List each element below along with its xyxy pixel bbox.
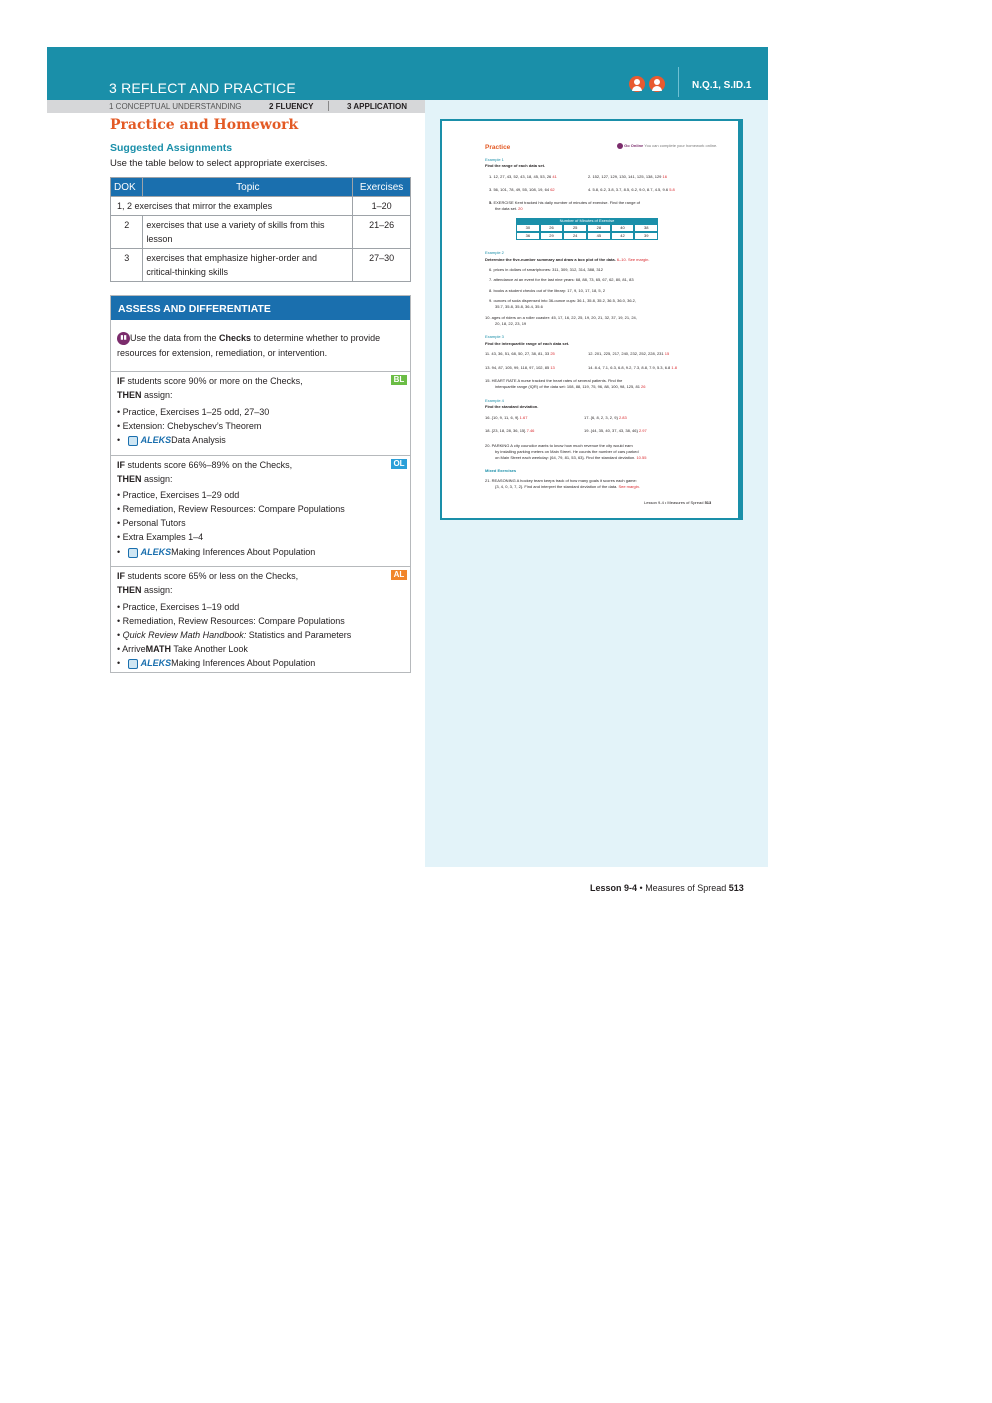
ol-item: • Remediation, Review Resources: Compare Populations bbox=[117, 504, 345, 514]
thumb-table-row bbox=[516, 232, 658, 240]
suggested-assignments-title: Suggested Assignments bbox=[110, 142, 233, 154]
bl-then-line: THEN assign: bbox=[117, 390, 173, 400]
page-number: 513 bbox=[728, 883, 744, 893]
ol-if-line: IF students score 66%–89% on the Checks, bbox=[117, 460, 293, 470]
thumb-example-4: Example 4 bbox=[485, 398, 504, 403]
thumb-ex-20-c: on Main Street each weekday: {64, 79, 81, 53, 63}. Find the standard deviation. 10.55 bbox=[495, 455, 647, 460]
bl-badge: BL bbox=[391, 375, 407, 385]
table-row bbox=[111, 249, 411, 282]
thumb-ex-3: 3. 56, 101, 78, 49, 55, 108, 19, 64 62 bbox=[489, 187, 555, 192]
al-quick-review-item: • Quick Review Math Handbook: Statistics and Parameters bbox=[117, 630, 352, 640]
assess-intro-line2: resources for extension, remediation, or intervention. bbox=[117, 348, 328, 358]
thumb-ex1-instructions: Find the range of each data set. bbox=[485, 163, 546, 168]
thumb-ex-11: 11. 43, 36, 51, 68, 50, 27, 38, 81, 33 25 bbox=[485, 351, 555, 356]
standards-label: N.Q.1, S.ID.1 bbox=[692, 80, 752, 91]
thumb-ex-9-b: 35.7, 35.8, 35.8, 36.4, 35.6 bbox=[495, 304, 543, 309]
tab-application: 3 APPLICATION bbox=[347, 102, 408, 111]
thumb-ex-10: 10. ages of riders on a roller coaster: 45, 17, 16, 22, 25, 19, 20, 21, 32, 37, 19, 21, 24, bbox=[485, 315, 637, 320]
thumb-ex-16: 16. {10, 9, 11, 6, 9} 1.67 bbox=[485, 415, 528, 420]
grouping-icons bbox=[629, 75, 669, 93]
al-if-line: IF students score 65% or less on the Checks, bbox=[117, 571, 299, 581]
table-row bbox=[111, 197, 411, 216]
al-badge: AL bbox=[391, 570, 407, 580]
section-title: 3 REFLECT AND PRACTICE bbox=[109, 80, 296, 96]
topic-header: Topic bbox=[143, 178, 353, 197]
thumb-table-cell: 36 bbox=[516, 232, 540, 240]
thumb-ex-1: 1. 12, 27, 43, 52, 43, 18, 45, 53, 26 41 bbox=[489, 174, 557, 179]
exercises-cell: 21–26 bbox=[353, 216, 411, 249]
thumb-ex-10-b: 20, 18, 22, 23, 19 bbox=[495, 321, 527, 326]
topic-cell: exercises that emphasize higher-order and critical-thinking skills bbox=[143, 249, 353, 282]
thumb-table-cell: 26 bbox=[540, 224, 564, 232]
assess-title: ASSESS AND DIFFERENTIATE bbox=[118, 303, 271, 315]
ol-item: • Practice, Exercises 1–29 odd bbox=[117, 490, 240, 500]
ol-item: • Personal Tutors bbox=[117, 518, 186, 528]
al-item: • Remediation, Review Resources: Compare Populations bbox=[117, 616, 345, 626]
dok-cell: 3 bbox=[111, 249, 143, 282]
al-arrivemath-item: • ArriveMATH Take Another Look bbox=[117, 644, 248, 654]
footer-lesson-title: Measures of Spread bbox=[645, 883, 729, 893]
page-footer: Lesson 9-4 • Measures of Spread 513 bbox=[590, 883, 744, 893]
thumb-mixed-exercises: Mixed Exercises bbox=[485, 468, 517, 473]
dok-table bbox=[110, 177, 411, 282]
table-row bbox=[111, 216, 411, 249]
thumb-practice-title: Practice bbox=[485, 144, 511, 151]
thumb-table-cell: 40 bbox=[611, 224, 635, 232]
thumb-ex-13: 13. 94, 87, 105, 99, 118, 97, 102, 85 13 bbox=[485, 365, 555, 370]
thumb-ex3-instructions: Find the interquartile range of each data set. bbox=[485, 341, 570, 346]
thumb-table-row bbox=[516, 224, 658, 232]
bl-aleks-item: • ALEKSData Analysis bbox=[117, 435, 226, 445]
thumb-table-title: Number of Minutes of Exercise bbox=[516, 218, 658, 224]
ol-then-line: THEN assign: bbox=[117, 474, 173, 484]
assess-differentiate-box bbox=[110, 295, 411, 673]
thumb-table-cell: 45 bbox=[587, 232, 611, 240]
aleks-icon bbox=[128, 659, 138, 669]
thumb-ex-6: 6. prices in dollars of smartphones: 311, 309, 312, 314, 388, 312 bbox=[489, 267, 603, 272]
student-page-thumbnail bbox=[440, 119, 743, 520]
thumb-ex-9: 9. ounces of soda dispensed into 36-ounce cups: 36.1, 35.8, 35.2, 36.5, 36.0, 36.2, bbox=[489, 298, 636, 303]
aleks-icon bbox=[128, 436, 138, 446]
ol-badge: OL bbox=[391, 459, 407, 469]
tab-conceptual-understanding: 1 CONCEPTUAL UNDERSTANDING bbox=[109, 102, 242, 111]
thumb-ex-19: 19. {44, 35, 40, 37, 43, 38, 46} 2.97 bbox=[584, 428, 647, 433]
footer-lesson: Lesson 9-4 bbox=[590, 883, 638, 893]
thumb-ex-2: 2. 152, 127, 129, 130, 141, 125, 138, 129 16 bbox=[588, 174, 667, 179]
dok-cell: 2 bbox=[111, 216, 143, 249]
exercises-cell: 27–30 bbox=[353, 249, 411, 282]
exercises-cell: 1–20 bbox=[353, 197, 411, 216]
thumb-example-3: Example 3 bbox=[485, 334, 504, 339]
thumb-ex-4: 4. 5.8, 6.2, 3.8, 3.7, 8.5, 6.2, 9.0, 8.7, 4.5, 9.6 5.8 bbox=[588, 187, 675, 192]
thumb-table-cell: 25 bbox=[563, 224, 587, 232]
dok-topic-cell: 1, 2 exercises that mirror the examples bbox=[111, 197, 353, 216]
thumb-ex-5-b: the data set. 20 bbox=[495, 206, 523, 211]
thumb-ex-15: 15. HEART RATE A nurse tracked the heart rates of several patients. Find the bbox=[485, 378, 623, 383]
al-then-line: THEN assign: bbox=[117, 585, 173, 595]
approaching-level-block bbox=[111, 566, 410, 672]
dok-table-header-row bbox=[111, 178, 411, 197]
thumb-table-cell: 39 bbox=[634, 232, 658, 240]
thumb-example-1: Example 1 bbox=[485, 157, 504, 162]
thumb-example-2: Example 2 bbox=[485, 250, 504, 255]
thumb-ex2-instructions: Determine the five-number summary and draw a box plot of the data. 6–10. See margin. bbox=[485, 257, 650, 262]
ol-item: • Extra Examples 1–4 bbox=[117, 532, 204, 542]
checks-data-icon: ▮▮ bbox=[117, 332, 130, 345]
thumb-ex-14: 14. 8.4, 7.1, 6.3, 6.8, 9.2, 7.3, 8.8, 7.9, 5.3, 6.8 1.8 bbox=[588, 365, 677, 370]
thumb-exercise-table bbox=[516, 218, 658, 240]
thumb-go-online: Go Online You can complete your homework online. bbox=[617, 143, 717, 149]
section-header bbox=[47, 47, 768, 100]
suggested-assignments-instructions: Use the table below to select appropriate exercises. bbox=[110, 158, 328, 169]
thumb-ex4-instructions: Find the standard deviation. bbox=[485, 404, 539, 409]
bl-if-line: IF students score 90% or more on the Checks, bbox=[117, 376, 303, 386]
tab-fluency: 2 FLUENCY bbox=[269, 102, 314, 111]
thumb-table-cell: 24 bbox=[563, 232, 587, 240]
assess-header bbox=[111, 296, 410, 320]
thumb-ex-15-b: interquartile range (IQR) of the data set: 108, 88, 119, 75, 96, 88, 100, 98, 125, 81 26 bbox=[495, 384, 646, 389]
thumb-ex-21: 21. REASONING A hockey team keeps track of how many goals it scores each game: bbox=[485, 478, 637, 483]
thumb-ex-20-b: by installing parking meters on Main Street. He counts the number of cars parked bbox=[495, 449, 639, 454]
thumb-ex-21-b: {3, 4, 0, 3, 7, 2}. Find and interpret the standard deviation of the data. See margin. bbox=[495, 484, 641, 489]
thumb-table-cell: 38 bbox=[634, 224, 658, 232]
exercises-header: Exercises bbox=[353, 178, 411, 197]
thumb-ex-18: 18. {23, 18, 28, 36, 15} 7.46 bbox=[485, 428, 535, 433]
tab-divider bbox=[328, 101, 329, 111]
thumb-ex-7: 7. attendance at an event for the last nine years: 68, 88, 73, 65, 67, 62, 80, 81, 83 bbox=[489, 277, 634, 282]
individual-icon bbox=[629, 76, 645, 92]
bl-item: • Extension: Chebyschev’s Theorem bbox=[117, 421, 262, 431]
thumb-ex-5: 5. EXERCISE Kent tracked his daily number of minutes of exercise. Find the range of bbox=[489, 200, 640, 205]
thumb-table-cell: 28 bbox=[587, 224, 611, 232]
beyond-level-block bbox=[111, 371, 410, 455]
thumb-ex-8: 8. books a student checks out of the library: 17, 9, 10, 17, 18, 5, 2 bbox=[489, 288, 606, 293]
practice-homework-title: Practice and Homework bbox=[110, 117, 299, 133]
header-divider bbox=[678, 67, 679, 97]
thumb-ex-12: 12. 201, 225, 217, 240, 232, 252, 228, 231 15 bbox=[588, 351, 670, 356]
al-item: • Practice, Exercises 1–19 odd bbox=[117, 602, 240, 612]
thumb-ex-20: 20. PARKING A city councilor wants to know how much revenue the city would earn bbox=[485, 443, 633, 448]
al-aleks-item: • ALEKSMaking Inferences About Population bbox=[117, 658, 316, 668]
thumb-table-cell: 30 bbox=[516, 224, 540, 232]
ol-aleks-item: • ALEKSMaking Inferences About Population bbox=[117, 547, 316, 557]
aleks-icon bbox=[128, 548, 138, 558]
thumb-footer: Lesson 9-4 • Measures of Spread 513 bbox=[644, 500, 712, 505]
topic-cell: exercises that use a variety of skills from this lesson bbox=[143, 216, 353, 249]
assess-intro: ▮▮ Use the data from the Checks to determine whether to provide bbox=[117, 332, 380, 345]
rigor-tabs bbox=[47, 100, 425, 113]
on-level-block bbox=[111, 455, 410, 566]
thumb-table-cell: 42 bbox=[611, 232, 635, 240]
go-online-icon bbox=[617, 143, 623, 149]
pair-icon bbox=[649, 76, 665, 92]
bl-item: • Practice, Exercises 1–25 odd, 27–30 bbox=[117, 407, 270, 417]
thumb-table-cell: 29 bbox=[540, 232, 564, 240]
thumb-ex-17: 17. {6, 8, 2, 3, 2, 9} 2.83 bbox=[584, 415, 627, 420]
dok-header: DOK bbox=[111, 178, 143, 197]
